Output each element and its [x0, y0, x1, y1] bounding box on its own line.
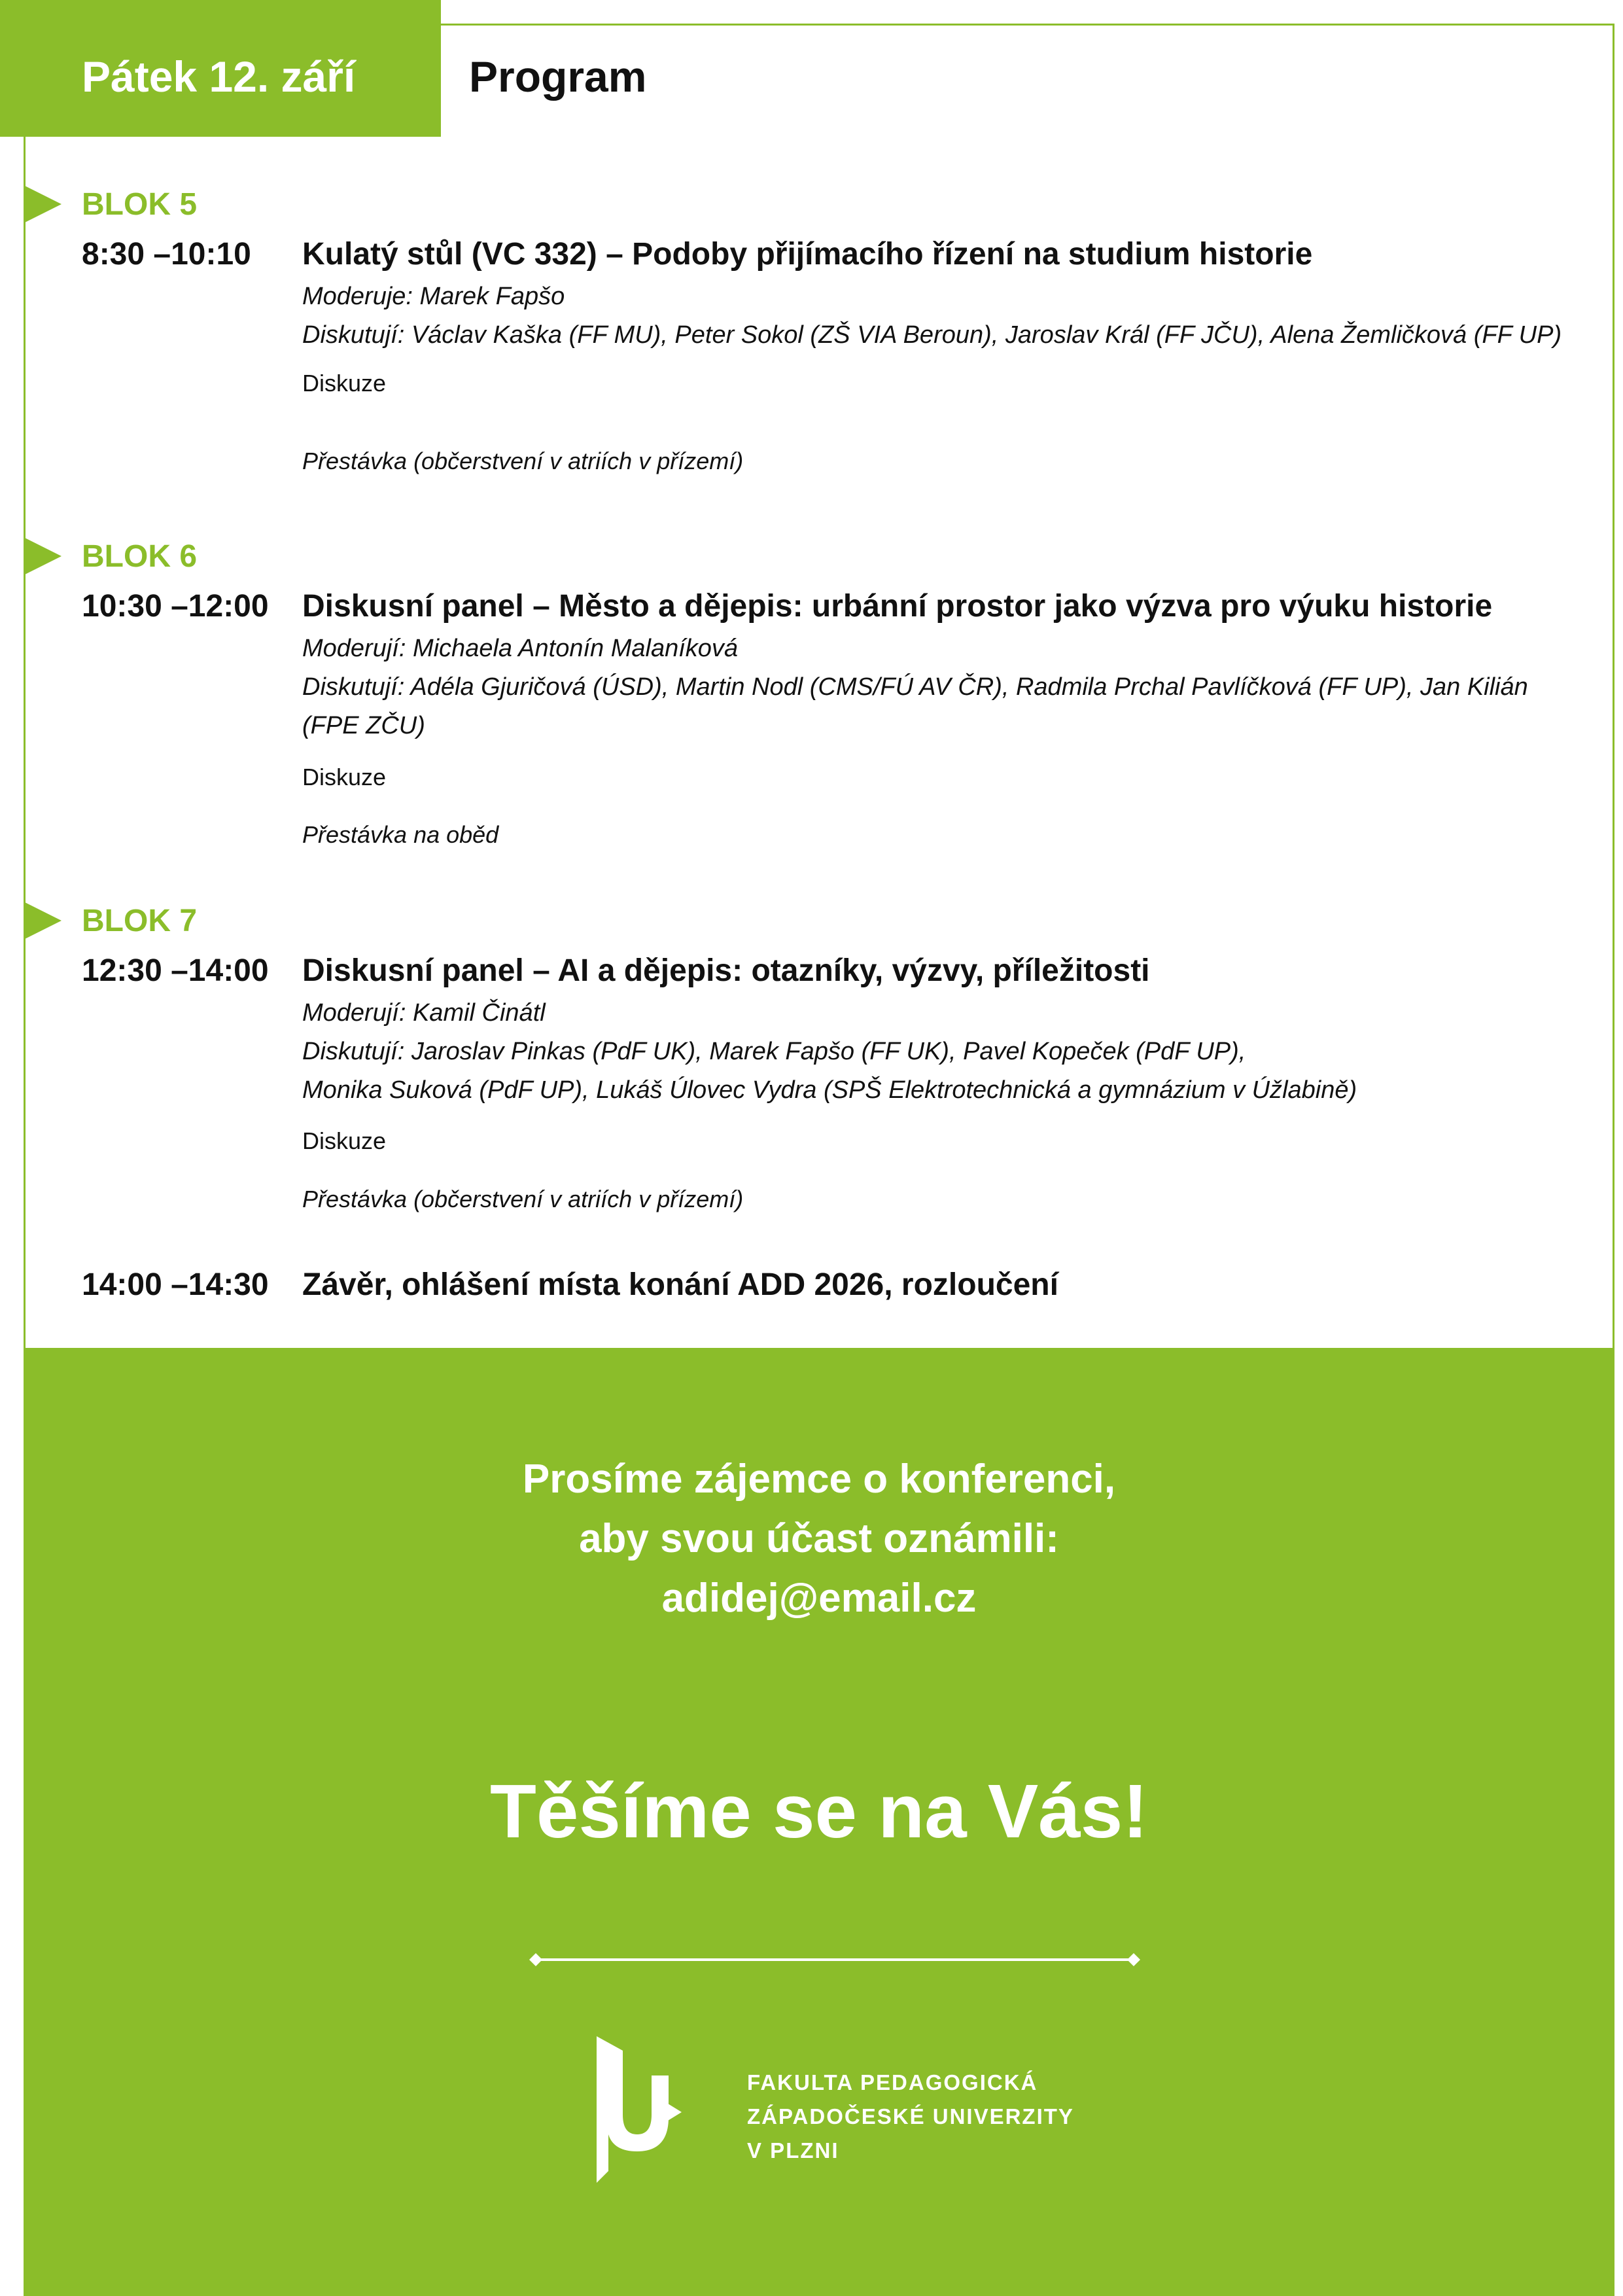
faculty-line-3: V PLZNI — [747, 2138, 839, 2163]
blok-7-break: Přestávka (občerstvení v atriích v přízemí) — [302, 1186, 744, 1212]
faculty-logo-icon — [597, 2036, 682, 2187]
blok-5-break: Přestávka (občerstvení v atriích v přízemí) — [302, 448, 744, 474]
blok-7-panelists-line1: Diskutují: Jaroslav Pinkas (PdF UK), Marek Fapšo (FF UK), Pavel Kopeček (PdF UP), — [302, 1038, 1246, 1065]
contact-line-2: aby svou účast oznámili: — [579, 1516, 1059, 1561]
faculty-line-2: ZÁPADOČESKÉ UNIVERZITY — [747, 2104, 1074, 2128]
blok-7-title: Diskusní panel – AI a dějepis: otazníky, výzvy, příležitosti — [302, 953, 1150, 988]
blok-6-break: Přestávka na oběd — [302, 821, 499, 848]
blok-7-panelists-line2: Monika Suková (PdF UP), Lukáš Úlovec Vydra (SPŠ Elektrotechnická a gymnázium v Úžlabině) — [302, 1076, 1357, 1104]
contact-message — [24, 1449, 1614, 1628]
closing-title: Závěr, ohlášení místa konání ADD 2026, rozloučení — [302, 1267, 1058, 1302]
blok-6-arrow-icon — [24, 537, 61, 575]
page-title: Program — [469, 52, 647, 101]
faculty-line-1: FAKULTA PEDAGOGICKÁ — [747, 2070, 1038, 2094]
blok-7-discussion: Diskuze — [302, 1127, 387, 1154]
blok-7-moderator: Moderují: Kamil Činátl — [302, 999, 546, 1027]
blok-6-moderator: Moderují: Michaela Antonín Malaníková — [302, 635, 739, 662]
blok-5-discussion: Diskuze — [302, 370, 387, 397]
contact-email[interactable]: adidej@email.cz — [661, 1576, 977, 1621]
blok-7-time: 12:30 –14:00 — [82, 953, 269, 988]
blok-6-discussion: Diskuze — [302, 764, 387, 790]
closing-greeting: Těšíme se na Vás! — [490, 1769, 1148, 1854]
closing-time: 14:00 –14:30 — [82, 1267, 269, 1302]
blok-6-label: BLOK 6 — [82, 539, 198, 574]
blok-7-arrow-icon — [24, 902, 61, 940]
date-label: Pátek 12. září — [82, 52, 356, 101]
blok-6-title: Diskusní panel – Město a dějepis: urbánní prostor jako výzva pro výuku historie — [302, 589, 1493, 624]
divider-ornament — [527, 1951, 1142, 1968]
date-header — [0, 0, 441, 137]
footer-panel — [24, 1348, 1614, 2296]
blok-6-time: 10:30 –12:00 — [82, 589, 269, 624]
blok-5-title: Kulatý stůl (VC 332) – Podoby přijímacího řízení na studium historie — [302, 237, 1313, 272]
blok-7-label: BLOK 7 — [82, 904, 198, 938]
faculty-name — [747, 2066, 1074, 2168]
blok-6-panelists: Diskutují: Adéla Gjuričová (ÚSD), Martin Nodl (CMS/FÚ AV ČR), Radmila Prchal Pavlíčková (FF UP), Jan Kilián (FPE ZČU) — [302, 673, 1528, 739]
blok-5-time: 8:30 –10:10 — [82, 237, 251, 272]
blok-5-arrow-icon — [24, 185, 61, 223]
blok-5-panelists: Diskutují: Václav Kaška (FF MU), Peter Sokol (ZŠ VIA Beroun), Jaroslav Král (FF JČU), Alena Žemličková (FF UP) — [302, 321, 1562, 349]
blok-5-label: BLOK 5 — [82, 187, 198, 222]
blok-5-moderator: Moderuje: Marek Fapšo — [302, 283, 565, 310]
contact-line-1: Prosíme zájemce o konferenci, — [522, 1457, 1116, 1502]
